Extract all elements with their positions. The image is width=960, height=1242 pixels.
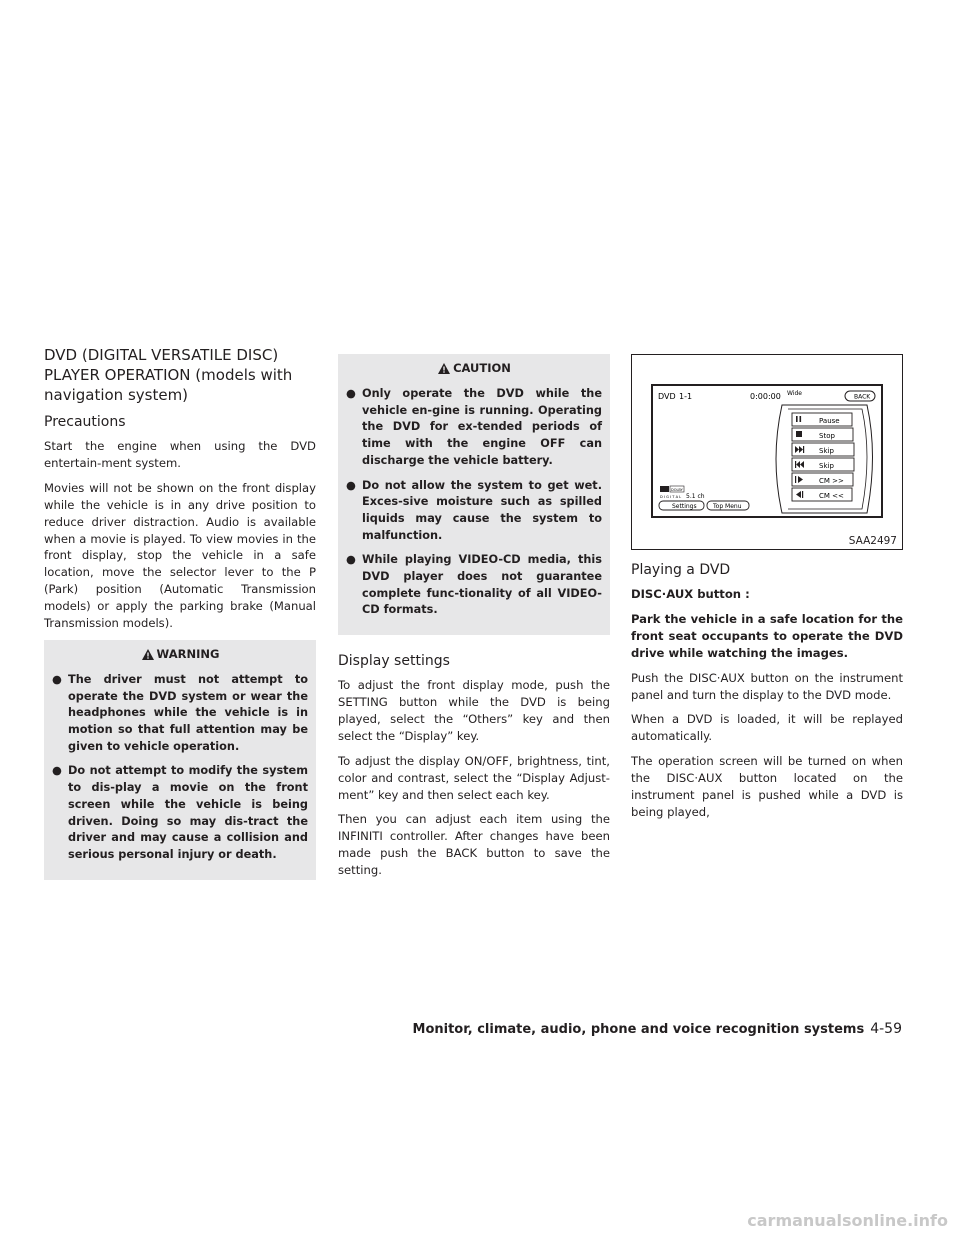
- dvd-label: DVD: [658, 392, 676, 401]
- paragraph: When a DVD is loaded, it will be replayed automatically.: [631, 712, 903, 744]
- bullet-icon: ●: [52, 764, 62, 778]
- cm-forward-icon: [795, 476, 796, 483]
- title-line: navigation system): [44, 386, 189, 404]
- channels-label: 5.1 ch: [686, 493, 705, 500]
- bullet-icon: ●: [346, 553, 356, 567]
- playing-dvd-heading: Playing a DVD: [631, 562, 731, 578]
- paragraph: Movies will not be shown on the front display while the vehicle is in any drive position to reduce driver distraction. Audio is available when a movie is played. To view movies in the front display, stop the vehicle in a safe location, move the selector lever to the P (Park) position (Automatic Transmission models) or apply the parking brake (Manual Transmission models).: [44, 480, 316, 631]
- caution-item: [346, 386, 602, 470]
- column-right: [631, 340, 903, 829]
- skip-back-icon: [795, 461, 796, 468]
- title-line: PLAYER OPERATION (models with: [44, 366, 293, 384]
- stop-button[interactable]: [792, 428, 853, 441]
- settings-button[interactable]: [659, 501, 704, 510]
- precautions-heading: Precautions: [44, 414, 126, 430]
- page-footer: [413, 1021, 902, 1037]
- bullet-icon: ●: [346, 387, 356, 400]
- cm-back-button[interactable]: [792, 488, 852, 501]
- skip-back-button[interactable]: [792, 458, 854, 471]
- page-number: 4-59: [870, 1021, 902, 1037]
- footer-section-title: Monitor, climate, audio, phone and voice recognition systems: [412, 1022, 865, 1037]
- bullet-icon: ●: [52, 672, 62, 686]
- top-menu-button-label: Top Menu: [713, 503, 742, 510]
- mode-label: Wide: [787, 390, 802, 397]
- warning-icon: [141, 647, 155, 667]
- caution-item: [346, 478, 602, 545]
- time-label: 0:00:00: [750, 392, 781, 401]
- caution-item-text: While playing VIDEO-CD media, this DVD player does not guarantee complete func-tionality of all VIDEO-CD formats.: [362, 553, 602, 617]
- caution-icon: [437, 361, 451, 381]
- skip-forward-button[interactable]: [792, 443, 854, 456]
- paragraph: Push the DISC·AUX button on the instrument panel and turn the display to the DVD mode.: [631, 670, 903, 702]
- dvd-screen-figure: [631, 354, 903, 550]
- digital-text: D I G I T A L: [660, 495, 682, 499]
- display-settings-heading: Display settings: [338, 653, 450, 670]
- skip-forward-label: Skip: [819, 447, 834, 455]
- dvd-screen-illustration: [632, 355, 901, 548]
- warning-item: [52, 672, 308, 756]
- top-menu-button[interactable]: [707, 501, 749, 510]
- warning-item-text: The driver must not attempt to operate the DVD system or wear the headphones while the vehicle is in motion so that full attention may be given to vehicle operation.: [68, 672, 308, 753]
- caution-box: [338, 354, 610, 635]
- caution-heading: [346, 358, 602, 381]
- pause-icon: [796, 416, 798, 422]
- warning-item-text: Do not attempt to modify the system to dis-play a movie on the front screen while the vehicle is being driven. Doing so may dis-tract the driver and may cause a collision and serious personal injury or death.: [68, 764, 308, 861]
- title-line: DVD (DIGITAL VERSATILE DISC): [44, 346, 279, 364]
- pause-button-label: Pause: [819, 417, 840, 425]
- paragraph: To adjust the front display mode, push the SETTING button while the DVD is being played, select the “Others” key and then select the “Display” key.: [338, 678, 610, 743]
- paragraph: Then you can adjust each item using the INFINITI controller. After changes have been made push the BACK button to save the setting.: [338, 812, 610, 878]
- caution-heading-text: CAUTION: [453, 361, 511, 375]
- bold-paragraph: Park the vehicle in a safe location for the front seat occupants to operate the DVD drive while watching the images.: [631, 611, 903, 660]
- bullet-icon: ●: [346, 478, 356, 492]
- warning-box: [44, 640, 316, 880]
- disc-aux-label: DISC·AUX button :: [631, 587, 750, 601]
- warning-item: [52, 763, 308, 863]
- caution-item-text: Do not allow the system to get wet. Exces-sive moisture such as spilled liquids may cause the system to malfunction.: [362, 478, 602, 542]
- watermark: carmanualsonline.info: [747, 1211, 948, 1230]
- column-middle: [338, 340, 610, 887]
- pause-button[interactable]: [792, 413, 852, 426]
- paragraph: Start the engine when using the DVD entertain-ment system.: [44, 439, 316, 470]
- cm-back-label: CM <<: [819, 492, 844, 500]
- paragraph: To adjust the display ON/OFF, brightness, tint, color and contrast, select the “Display Adjust-ment” key and then select each key.: [338, 753, 610, 802]
- stop-button-label: Stop: [819, 432, 835, 440]
- paragraph: The operation screen will be turned on when the DISC·AUX button located on the instrument panel is pushed while a DVD is being played,: [631, 754, 903, 819]
- chapter-label: 1-1: [679, 392, 693, 401]
- warning-heading: [52, 644, 308, 667]
- stop-icon: [796, 431, 802, 437]
- settings-button-label: Settings: [672, 503, 697, 510]
- cm-forward-button[interactable]: [792, 473, 853, 486]
- caution-item-text: Only operate the DVD while the vehicle en-gine is running. Operating the DVD for ex-tended periods of time with the engine OFF can discharge the vehicle battery.: [362, 387, 602, 467]
- skip-back-label: Skip: [819, 462, 834, 470]
- column-left: [44, 340, 316, 880]
- dolby-text: DOLBY: [671, 488, 683, 492]
- caution-item: [346, 552, 602, 619]
- cm-forward-label: CM >>: [819, 477, 844, 485]
- back-button-label: BACK: [854, 393, 871, 401]
- figure-code: SAA2497: [848, 535, 897, 547]
- warning-heading-text: WARNING: [156, 646, 220, 661]
- section-title: [44, 345, 316, 405]
